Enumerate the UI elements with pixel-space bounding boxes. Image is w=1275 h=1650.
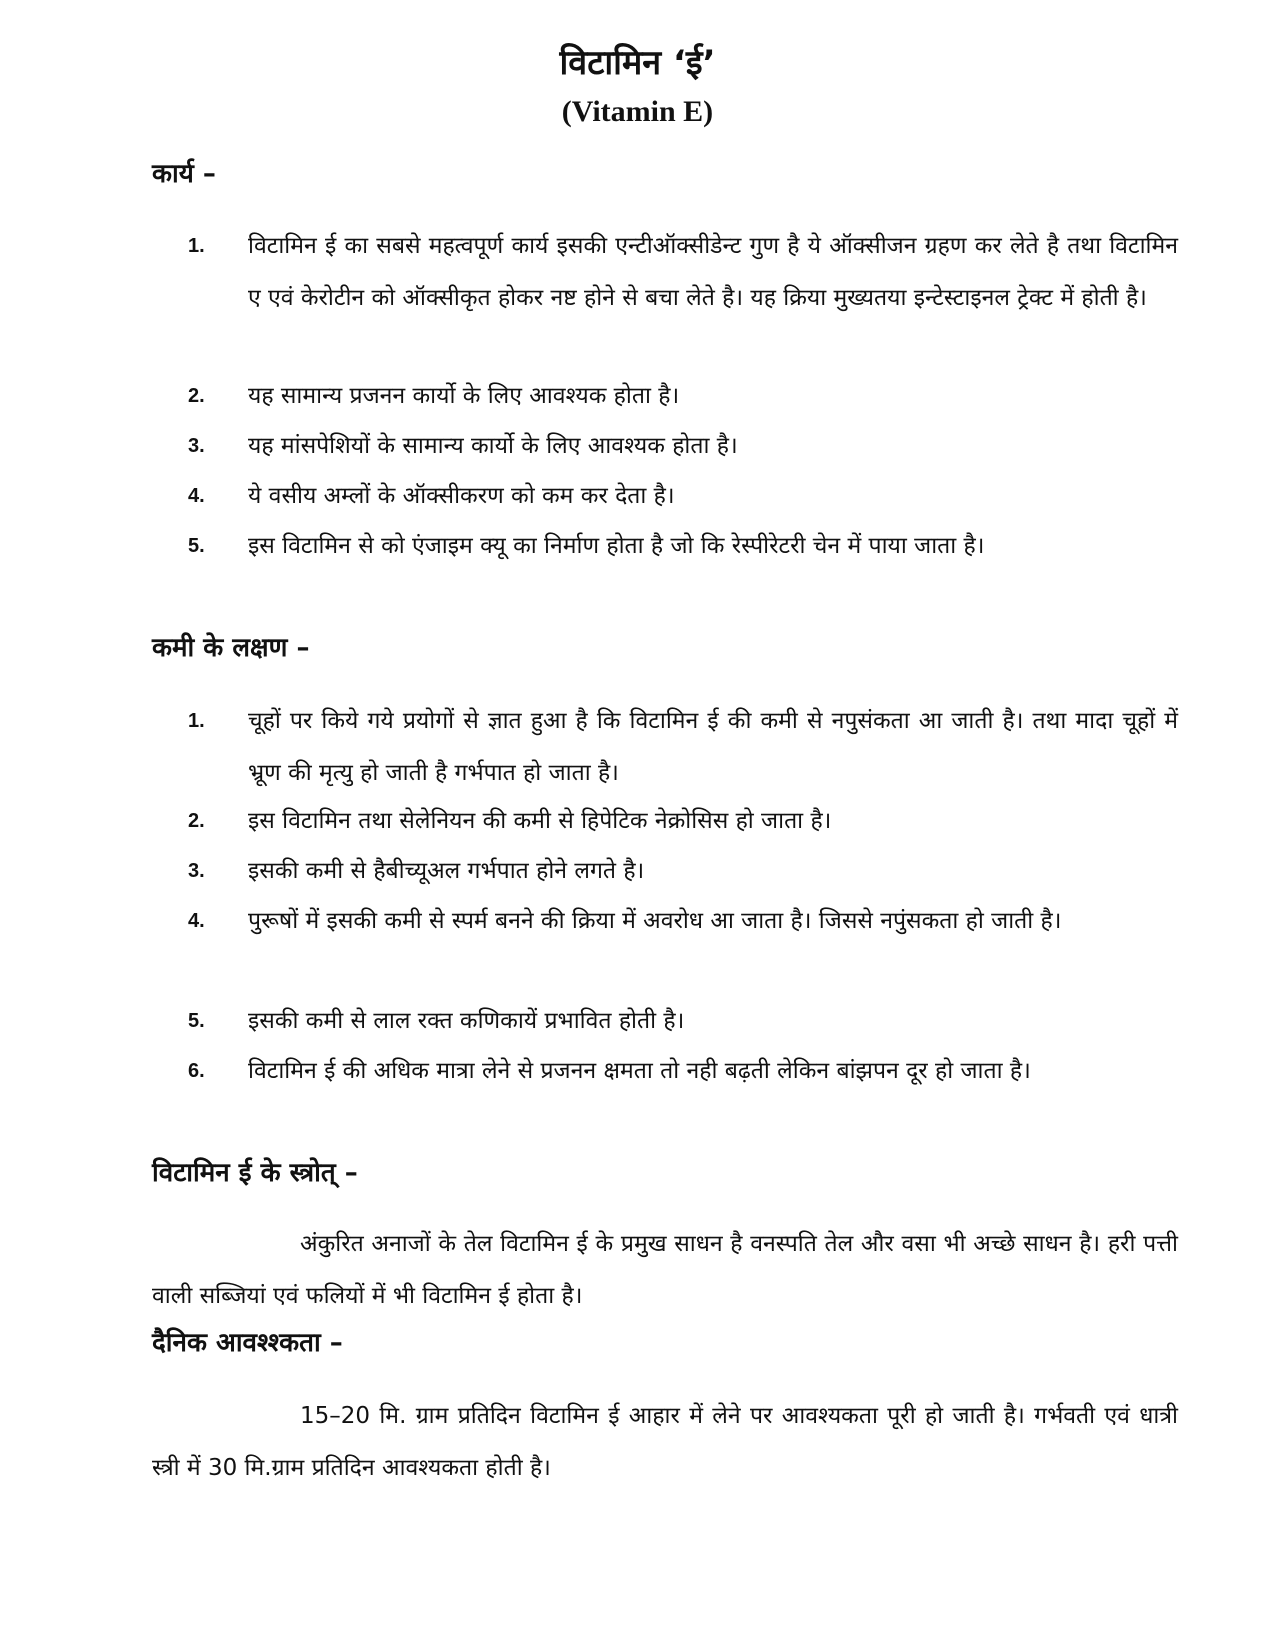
list-text: इसकी कमी से हैबीच्यूअल गर्भपात होने लगते है। bbox=[248, 858, 645, 884]
list-text: यह मांसपेशियों के सामान्य कार्यो के लिए आवश्यक होता है। bbox=[248, 433, 738, 459]
list-number: 6. bbox=[188, 1060, 205, 1082]
daily-requirement-heading: दैनिक आवश्श्कता – bbox=[152, 1328, 343, 1358]
list-number: 1. bbox=[188, 710, 205, 732]
list-text: चूहों पर किये गये प्रयोगों से ज्ञात हुआ है कि विटामिन ई की कमी से नपुसंकता आ जाती है। तथा मादा चूहों में भ्रूण की मृत्यु हो जाती है गर्भपात हो जाता है। bbox=[248, 708, 1178, 786]
list-number: 3. bbox=[188, 860, 205, 882]
list-number: 2. bbox=[188, 385, 205, 407]
list-text: विटामिन ई का सबसे महत्वपूर्ण कार्य इसकी एन्टीऑक्सीडेन्ट गुण है ये ऑक्सीजन ग्रहण कर लेते है तथा विटामिन ए एवं केरोटीन को ऑक्सीकृत होकर नष्ट होने से बचा लेते है। यह क्रिया मुख्यतया इन्टेस्टाइनल ट्रेक्ट में होती है। bbox=[248, 233, 1178, 311]
list-number: 5. bbox=[188, 1010, 205, 1032]
sources-heading: विटामिन ई के स्त्रोत् – bbox=[152, 1158, 358, 1188]
list-number: 1. bbox=[188, 235, 205, 257]
list-text: इस विटामिन तथा सेलेनियन की कमी से हिपेटिक नेक्रोसिस हो जाता है। bbox=[248, 808, 832, 834]
deficiency-heading: कमी के लक्षण – bbox=[152, 633, 310, 663]
list-number: 4. bbox=[188, 485, 205, 507]
list-number: 4. bbox=[188, 910, 205, 932]
list-number: 3. bbox=[188, 435, 205, 457]
list-text: विटामिन ई की अधिक मात्रा लेने से प्रजनन क्षमता तो नही बढ़ती लेकिन बांझपन दूर हो जाता है। bbox=[248, 1058, 1031, 1084]
page-title: विटामिन ‘ई’ bbox=[559, 43, 716, 83]
list-number: 2. bbox=[188, 810, 205, 832]
list-text: इसकी कमी से लाल रक्त कणिकायें प्रभावित होती है। bbox=[248, 1008, 685, 1034]
sources-paragraph: अंकुरित अनाजों के तेल विटामिन ई के प्रमुख साधन है वनस्पति तेल और वसा भी अच्छे साधन है। हरी पत्ती वाली सब्जियां एवं फलियों में भी विटामिन ई होता है। bbox=[152, 1231, 1178, 1309]
list-text: ये वसीय अम्लों के ऑक्सीकरण को कम कर देता है। bbox=[248, 483, 675, 509]
list-number: 5. bbox=[188, 535, 205, 557]
functions-heading: कार्य – bbox=[152, 159, 216, 189]
daily-requirement-paragraph: 15–20 मि. ग्राम प्रतिदिन विटामिन ई आहार में लेने पर आवश्यकता पूरी हो जाती है। गर्भवती एवं धात्री स्त्री में 30 मि.ग्राम प्रतिदिन आवश्यकता होती है। bbox=[152, 1403, 1178, 1481]
list-text: इस विटामिन से को एंजाइम क्यू का निर्माण होता है जो कि रेस्पीरेटरी चेन में पाया जाता है। bbox=[248, 533, 985, 559]
list-text: यह सामान्य प्रजनन कार्यो के लिए आवश्यक होता है। bbox=[248, 383, 680, 409]
page-subtitle: (Vitamin E) bbox=[561, 95, 714, 128]
list-text: पुरूषों में इसकी कमी से स्पर्म बनने की क्रिया में अवरोध आ जाता है। जिससे नपुंसकता हो जाती है। bbox=[248, 908, 1062, 934]
